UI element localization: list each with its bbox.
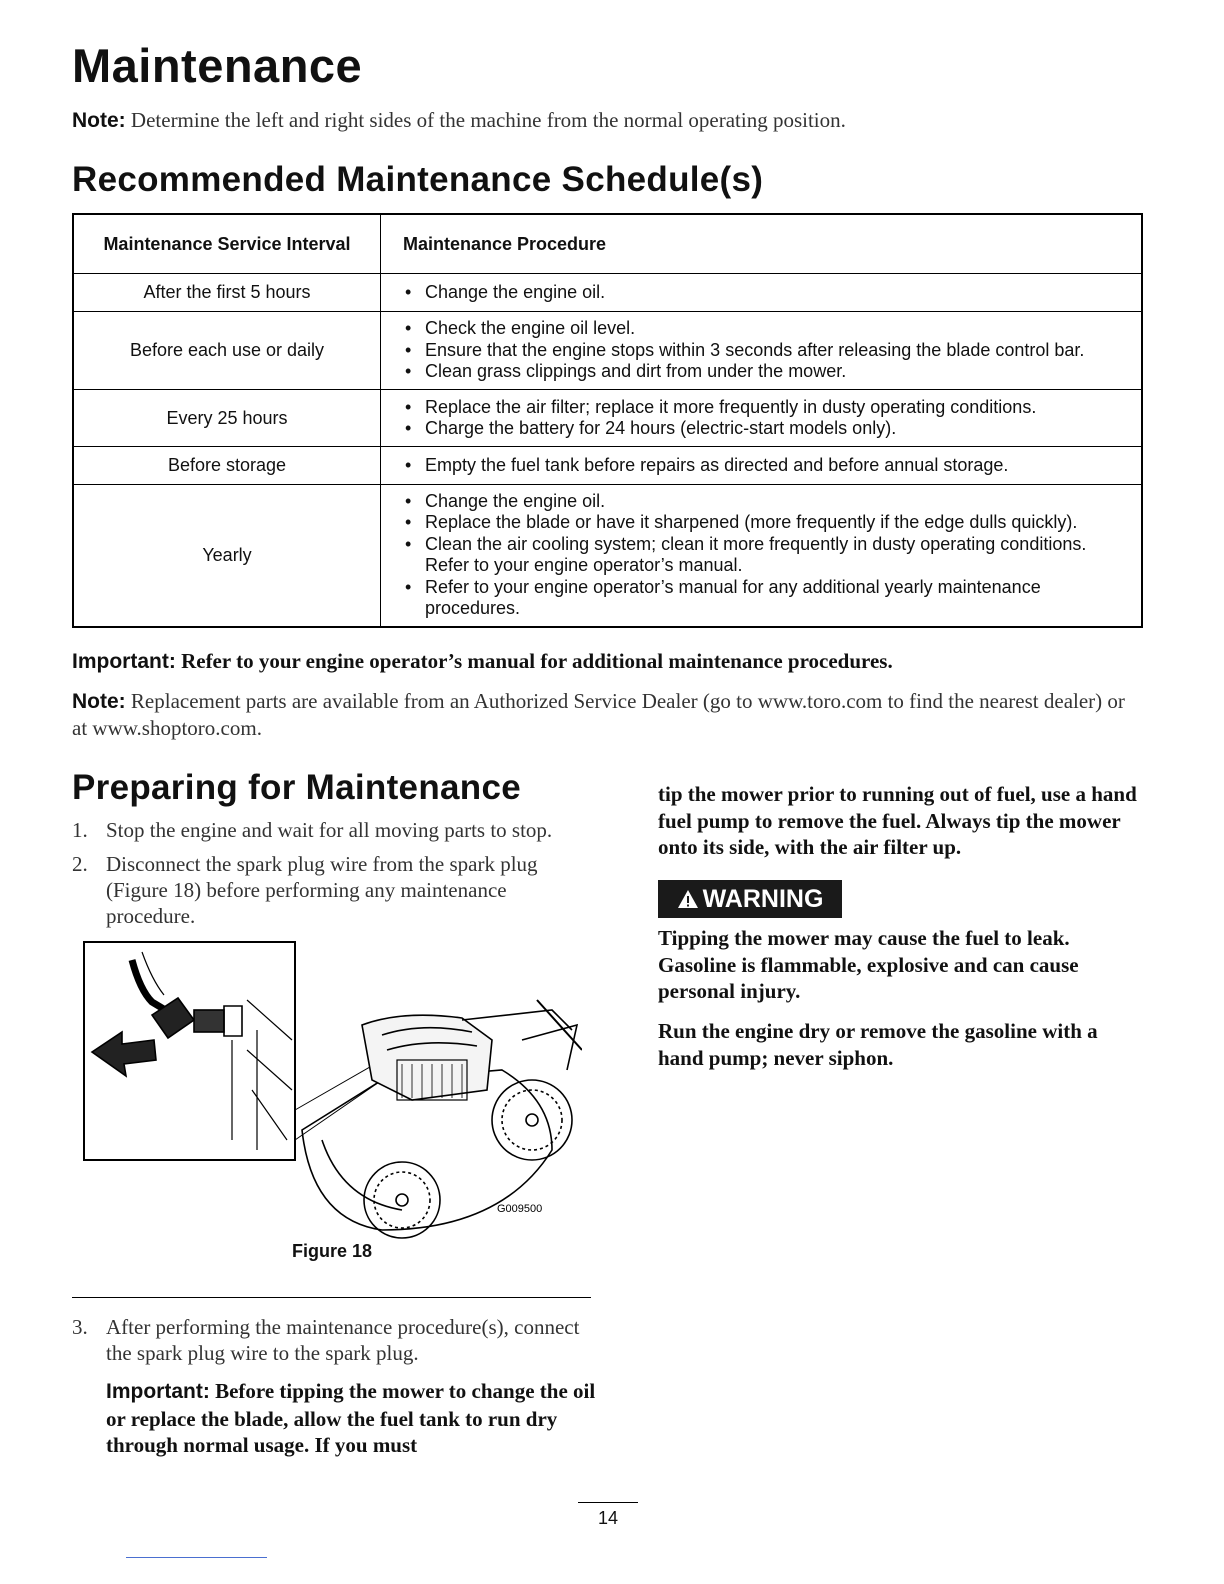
procedure-item: • Replace the air filter; replace it more frequently in dusty operating conditions. — [405, 397, 1121, 419]
procedure-item: • Charge the battery for 24 hours (electric-start models only). — [405, 418, 1121, 440]
warning-text-siphon: Run the engine dry or remove the gasoline with a hand pump; never siphon. — [658, 1019, 1098, 1070]
step-number: 1. — [72, 818, 88, 842]
note-label: Note: — [72, 109, 126, 132]
steps-list — [72, 817, 592, 937]
table-row — [73, 485, 1142, 627]
procedure-cell — [381, 447, 1143, 485]
step-text: After performing the maintenance procedure(s), connect the spark plug wire to the spark plug. — [106, 1315, 580, 1365]
interval-cell: Yearly — [73, 485, 381, 627]
warning-triangle-icon — [677, 889, 699, 909]
warning-text-leak: Tipping the mower may cause the fuel to leak. Gasoline is flammable, explosive and can cause personal injury. — [658, 926, 1079, 1003]
steps-list-continued — [72, 1314, 592, 1374]
note-text: Replacement parts are available from an Authorized Service Dealer (go to www.toro.com to find the nearest dealer) or at www.shoptoro.com. — [72, 689, 1125, 740]
important-engine-manual — [72, 649, 893, 674]
interval-cell: Before each use or daily — [73, 312, 381, 390]
important-text: Before tipping the mower to change the oil or replace the blade, allow the fuel tank to run dry through normal usage. If you must — [106, 1379, 596, 1457]
table-row — [73, 447, 1142, 485]
page-number-rule — [578, 1502, 638, 1503]
step-text: Stop the engine and wait for all moving parts to stop. — [106, 818, 553, 842]
procedure-cell — [381, 485, 1143, 627]
footer-line — [126, 1557, 267, 1558]
page-title: Maintenance — [72, 39, 363, 92]
table-header-procedure: Maintenance Procedure — [381, 214, 1143, 274]
interval-cell: Before storage — [73, 447, 381, 485]
procedure-item: • Refer to your engine operator’s manual for any additional yearly maintenance procedures. — [405, 577, 1121, 620]
table-row — [73, 274, 1142, 312]
procedure-item: • Empty the fuel tank before repairs as directed and before annual storage. — [405, 455, 1121, 477]
procedure-item: • Clean the air cooling system; clean it more frequently in dusty operating conditions. Refer to your engine operator’s manual. — [405, 534, 1121, 577]
important-text: Refer to your engine operator’s manual for additional maintenance procedures. — [181, 649, 893, 673]
step-number: 3. — [72, 1315, 88, 1339]
procedure-item: • Clean grass clippings and dirt from under the mower. — [405, 361, 1121, 383]
mower-spark-plug-figure — [82, 940, 582, 1240]
figure-code: G009500 — [497, 1203, 543, 1215]
table-header-row — [73, 214, 1142, 274]
figure-caption: Figure 18 — [291, 1241, 373, 1261]
procedure-cell — [381, 390, 1143, 447]
maintenance-schedule-table — [72, 213, 1143, 628]
table-header-interval: Maintenance Service Interval — [73, 214, 381, 274]
step-number: 2. — [72, 852, 88, 876]
interval-cell: Every 25 hours — [73, 390, 381, 447]
procedure-cell — [381, 312, 1143, 390]
table-row — [73, 390, 1142, 447]
procedure-item: • Change the engine oil. — [405, 282, 1121, 304]
note-text: Determine the left and right sides of the machine from the normal operating position. — [130, 108, 846, 132]
interval-cell: After the first 5 hours — [73, 274, 381, 312]
important-tipping — [106, 1378, 596, 1459]
procedure-item: • Ensure that the engine stops within 3 seconds after releasing the blade control bar. — [405, 340, 1121, 362]
warning-label: WARNING — [702, 885, 824, 913]
important-label: Important: — [106, 1380, 210, 1403]
procedure-item: • Replace the blade or have it sharpened (more frequently if the edge dulls quickly). — [405, 512, 1121, 534]
step-text: Disconnect the spark plug wire from the spark plug (Figure 18) before performing any maintenance procedure. — [106, 852, 538, 928]
figure-divider — [72, 1297, 591, 1298]
note-replacement-parts — [72, 688, 1144, 742]
note-operating-position — [72, 108, 846, 133]
tipping-continuation: tip the mower prior to running out of fuel, use a hand fuel pump to remove the fuel. Always tip the mower onto its side, with the air filter up. — [658, 782, 1137, 859]
note-label: Note: — [72, 690, 126, 713]
preparing-heading: Preparing for Maintenance — [72, 768, 521, 807]
page-number: 14 — [597, 1508, 619, 1528]
warning-banner — [658, 880, 842, 918]
list-item — [72, 817, 592, 843]
important-label: Important: — [72, 650, 176, 673]
schedule-heading: Recommended Maintenance Schedule(s) — [72, 160, 764, 199]
procedure-item: • Change the engine oil. — [405, 491, 1121, 513]
procedure-cell — [381, 274, 1143, 312]
table-row — [73, 312, 1142, 390]
list-item — [72, 1314, 592, 1366]
list-item — [72, 851, 592, 929]
procedure-item: • Check the engine oil level. — [405, 318, 1121, 340]
